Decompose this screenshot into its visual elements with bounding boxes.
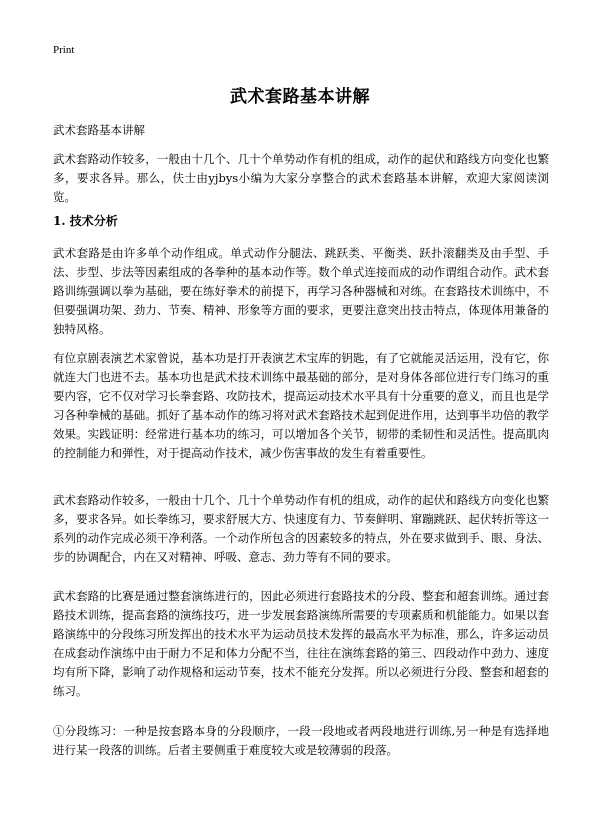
body-paragraph: 武术套路是由许多单个动作组成。单式动作分腿法、跳跃类、平衡类、跃扑滚翻类及由手型、手法、步型、步法等因素组成的各拳种的基本动作等。数个单式连接而成的动作谓组合动作。武术套路训练强调以拳为基础，要在练好拳术的前提下，再学习各种器械和对练。在套路技术训练中，不但要强调功架、劲力、节奏、精神、形象等方面的要求，更要注意突出技击特点，体现体用兼备的独特风格。 [53, 246, 549, 336]
print-label: Print [53, 44, 75, 56]
body-paragraph: 有位京剧表演艺术家曾说，基本功是打开表演艺术宝库的钥匙，有了它就能灵活运用，没有它，你就连大门也进不去。基本功也是武术技术训练中最基础的部分，是对身体各部位进行专门练习的重要内容，它不仅对学习长拳套路、攻防技术，提高运动技术水平具有十分重要的意义，而且也是学习各种拳械的基础。抓好了基本动作的练习将对武术套路技术起到促进作用，达到事半功倍的教学效果。实践证明：经常进行基本功的练习，可以增加各个关节，韧带的柔韧性和灵活性。提高肌肉的控制能力和弹性，对于提高动作技术，减少伤害事故的发生有着重要性。 [53, 351, 549, 460]
document-subtitle: 武术套路基本讲解 [53, 123, 145, 137]
section-heading: 1. 技术分析 [53, 214, 118, 228]
document-title: 武术套路基本讲解 [230, 87, 370, 107]
intro-paragraph: 武术套路动作较多，一般由十几个、几十个单势动作有机的组成，动作的起伏和路线方向变化也繁多，要求各异。那么，伕士由yjbys小编为大家分享整合的武术套路基本讲解，欢迎大家阅读浏览。 [53, 152, 549, 204]
body-paragraph: ①分段练习：一种是按套路本身的分段顺序，一段一段地或者两段地进行训练,另一种是有选择地进行某一段落的训练。后者主要侧重于难度较大或是较薄弱的段落。 [53, 724, 549, 757]
body-paragraph: 武术套路动作较多，一般由十几个、几十个单势动作有机的组成，动作的起伏和路线方向变化也繁多，要求各异。如长拳练习，要求舒展大方、快速度有力、节奏鲜明、窜蹦跳跃、起伏转折等这一系列的动作完成必须干净利落。一个动作所包含的因素较多的特点，外在要求做到手、眼、身法、步的协调配合，内在又对精神、呼吸、意志、劲力等有不同的要求。 [53, 493, 549, 564]
body-paragraph: 武术套路的比赛是通过整套演练进行的，因此必须进行套路技术的分段、整套和超套训练。通过套路技术训练，提高套路的演练技巧，进一步发展套路演练所需要的专项素质和机能能力。如果以套路演练中的分段练习所发挥出的技术水平为运动员技术发挥的最高水平为标准，那么，许多运动员在成套动作演练中由于耐力不足和体力分配不当，往往在演练套路的第三、四段动作中劲力、速度均有所下降，影响了动作规格和运动节奏，技术不能充分发挥。所以必须进行分段、整套和超套的练习。 [53, 589, 549, 698]
